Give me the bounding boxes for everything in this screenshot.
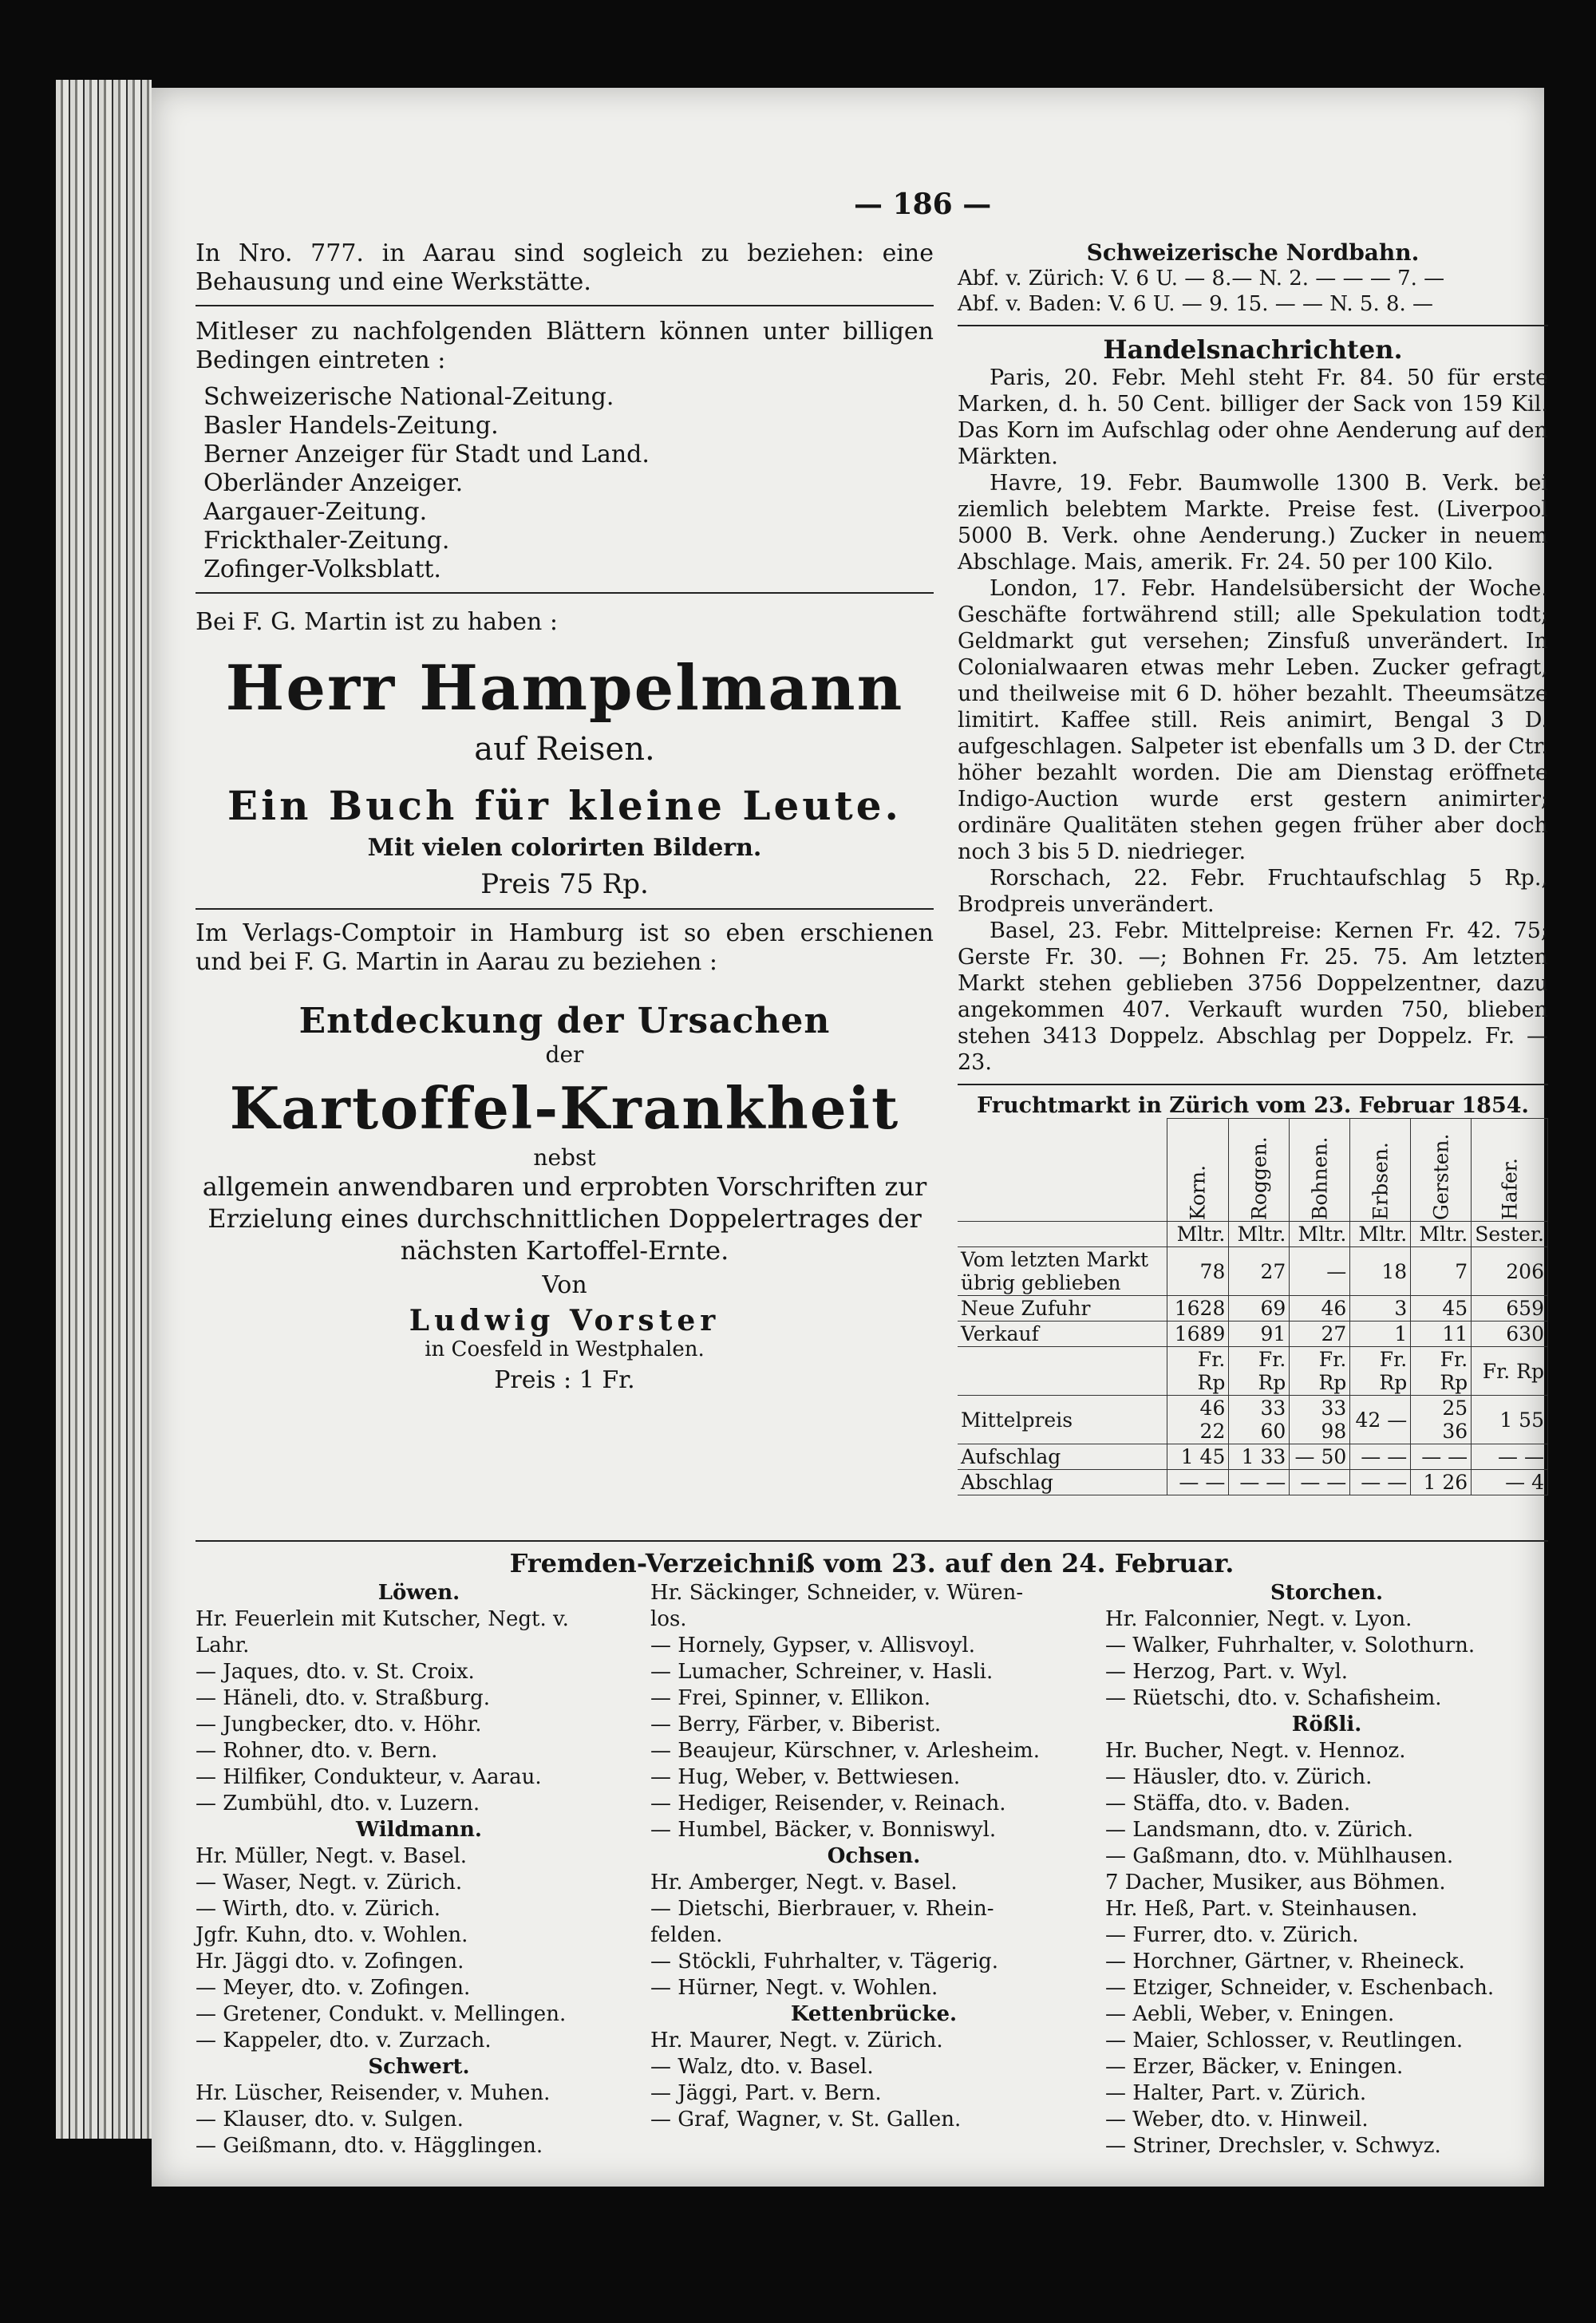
table-cell: 1	[1350, 1322, 1411, 1347]
table-cell: 45	[1411, 1296, 1472, 1322]
right-column	[958, 239, 1548, 1495]
row-label: Neue Zufuhr	[958, 1296, 1167, 1322]
col-head: Bohnen.	[1290, 1119, 1350, 1222]
unit-cell: Mltr.	[1167, 1222, 1229, 1247]
guest-entry: — Häneli, dto. v. Straßburg.	[196, 1686, 490, 1710]
guest-entry: — Erzer, Bäcker, v. Eningen.	[1105, 2055, 1404, 2079]
table-row	[958, 1296, 1548, 1322]
hotel-heading: Storchen.	[1270, 1581, 1384, 1605]
ad1-note: Mit vielen colorirten Bildern.	[367, 834, 762, 862]
table-cell: — —	[1229, 1470, 1290, 1495]
unit-cell: Fr. Rp	[1350, 1347, 1411, 1396]
ad2-body: allgemein anwendbaren und erprobten Vorschriften zur Erzielung eines durchschnittlichen Doppelertrages der nächsten Kartoffel-Ernte.	[202, 1171, 927, 1266]
table-cell: 25 36	[1411, 1396, 1472, 1444]
guest-entry: Hr. Müller, Negt. v. Basel.	[196, 1844, 468, 1868]
unit-row	[958, 1222, 1548, 1247]
table-cell: — —	[1167, 1470, 1229, 1495]
table-row	[958, 1470, 1548, 1495]
paper-name: Aargauer-Zeitung.	[203, 498, 428, 526]
guest-entry: Jgfr. Kuhn, dto. v. Wohlen.	[196, 1923, 468, 1947]
table-cell: — —	[1472, 1444, 1548, 1470]
col-head: Gersten.	[1411, 1119, 1472, 1222]
table-row	[958, 1247, 1548, 1296]
col-head: Hafer.	[1472, 1119, 1548, 1222]
table-cell: — 50	[1290, 1444, 1350, 1470]
ad2-der: der	[545, 1041, 584, 1068]
table-cell: — —	[1290, 1470, 1350, 1495]
left-column	[196, 239, 934, 1394]
guest-entry: — Klauser, dto. v. Sulgen.	[196, 2108, 464, 2131]
ad1-price: Preis 75 Rp.	[480, 868, 649, 900]
table-cell: —	[1290, 1247, 1350, 1296]
table-cell: 659	[1472, 1296, 1548, 1322]
guest-entry: — Etziger, Schneider, v. Eschenbach.	[1105, 1976, 1495, 2000]
ad1-title2: Ein Buch für kleine Leute.	[227, 782, 902, 829]
table-cell: 1 33	[1229, 1444, 1290, 1470]
guest-entry: — Walker, Fuhrhalter, v. Solothurn.	[1105, 1634, 1476, 1657]
paper-name: Frickthaler-Zeitung.	[203, 527, 450, 555]
guest-entry: — Graf, Wagner, v. St. Gallen.	[650, 2108, 962, 2131]
fremden-col-3	[1105, 1580, 1548, 2159]
guest-entry: — Häusler, dto. v. Zürich.	[1105, 1765, 1373, 1789]
table-cell: 630	[1472, 1322, 1548, 1347]
ad2-title1: Entdeckung der Ursachen	[298, 1001, 831, 1041]
guest-entry: — Zumbühl, dto. v. Luzern.	[196, 1792, 480, 1815]
guest-entry: — Gaßmann, dto. v. Mühlhausen.	[1105, 1844, 1454, 1868]
rail-row: Abf. v. Baden: V. 6 U. — 9. 15. — — N. 5. 8. —	[958, 292, 1434, 316]
row-label: Verkauf	[958, 1322, 1167, 1347]
divider	[196, 592, 934, 594]
col-head: Korn.	[1167, 1119, 1229, 1222]
paper-name: Schweizerische National-Zeitung.	[203, 383, 614, 411]
table-cell: 18	[1350, 1247, 1411, 1296]
table-cell: 7	[1411, 1247, 1472, 1296]
guest-entry: — Lumacher, Schreiner, v. Hasli.	[650, 1660, 994, 1684]
guest-entry: — Gretener, Condukt. v. Mellingen.	[196, 2002, 567, 2026]
ad2-price: Preis : 1 Fr.	[494, 1366, 635, 1394]
ad1-intro: Bei F. G. Martin ist zu haben :	[196, 608, 558, 636]
table-cell: 1 26	[1411, 1470, 1472, 1495]
guest-entry: — Waser, Negt. v. Zürich.	[196, 1871, 463, 1894]
guest-entry: — Walz, dto. v. Basel.	[650, 2055, 874, 2079]
row-label: Aufschlag	[958, 1444, 1167, 1470]
divider	[196, 908, 934, 910]
guest-entry: — Geißmann, dto. v. Hägglingen.	[196, 2134, 543, 2158]
guest-entry: — Halter, Part. v. Zürich.	[1105, 2081, 1367, 2105]
guest-entry: — Dietschi, Bierbrauer, v. Rhein-	[650, 1897, 994, 1921]
guest-entry: — Rohner, dto. v. Bern.	[196, 1739, 438, 1763]
table-cell: 206	[1472, 1247, 1548, 1296]
table-cell: 1 45	[1167, 1444, 1229, 1470]
unit-label	[958, 1347, 1167, 1396]
paper-name: Oberländer Anzeiger.	[203, 469, 464, 497]
ad2-title2: Kartoffel-Krankheit	[229, 1074, 900, 1142]
hotel-heading: Löwen.	[377, 1581, 460, 1605]
table-cell: 27	[1290, 1322, 1350, 1347]
corner	[958, 1119, 1167, 1222]
table-cell: 1689	[1167, 1322, 1229, 1347]
paper-name: Berner Anzeiger für Stadt und Land.	[203, 441, 650, 468]
readers-intro: Mitleser zu nachfolgenden Blättern können unter billigen Bedingen eintreten :	[196, 318, 934, 374]
guest-entry: Hr. Maurer, Negt. v. Zürich.	[650, 2029, 943, 2052]
unit-cell: Mltr.	[1411, 1222, 1472, 1247]
table-cell: 1 55	[1472, 1396, 1548, 1444]
unit-cell: Fr. Rp	[1472, 1347, 1548, 1396]
divider	[958, 325, 1548, 326]
hotel-heading: Schwert.	[368, 2055, 470, 2079]
table-cell: — —	[1350, 1470, 1411, 1495]
table-cell: 46 22	[1167, 1396, 1229, 1444]
unit-cell: Mltr.	[1350, 1222, 1411, 1247]
trade-paragraph: London, 17. Febr. Handelsübersicht der Woche. Geschäfte fortwährend still; alle Spekulation todt; Geldmarkt gut versehen; Zinsfuß unverändert. In Colonialwaaren etwas mehr Leben. Zucker gefragt, und theilweise mit 6 D. höher bezahlt. Theeumsätze limitirt. Kaffee still. Reis animirt, Bengal 3 D. aufgeschlagen. Salpeter ist ebenfalls um 3 D. der Ctr. höher bezahlt worden. Die am Dienstag eröffnete Indigo-Auction wurde erst gestern animirter; ordinäre Qualitäten stehen gegen früher aber doch noch 3 bis 5 D. niedrieger.	[958, 576, 1548, 864]
row-label: Vom letzten Markt übrig geblieben	[958, 1247, 1167, 1296]
table-cell: 42 —	[1350, 1396, 1411, 1444]
table-row	[958, 1322, 1548, 1347]
unit-cell: Sester.	[1472, 1222, 1548, 1247]
unit-cell: Fr. Rp	[1229, 1347, 1290, 1396]
guest-entry: — Hürner, Negt. v. Wohlen.	[650, 1976, 938, 2000]
guest-entry: — Jungbecker, dto. v. Höhr.	[196, 1713, 482, 1736]
guest-entry: — Aebli, Weber, v. Eningen.	[1105, 2002, 1395, 2026]
table-row	[958, 1444, 1548, 1470]
market-body	[958, 1222, 1548, 1495]
unit-label	[958, 1222, 1167, 1247]
guest-entry: — Jäggi, Part. v. Bern.	[650, 2081, 882, 2105]
guest-entry: — Horchner, Gärtner, v. Rheineck.	[1105, 1950, 1465, 1973]
paper-name: Zofinger-Volksblatt.	[203, 555, 441, 583]
book-edge	[56, 80, 152, 2139]
hotel-heading: Ochsen.	[827, 1844, 921, 1868]
table-cell: 27	[1229, 1247, 1290, 1296]
page-number: — 186 —	[854, 188, 992, 221]
guest-entry: — Jaques, dto. v. St. Croix.	[196, 1660, 475, 1684]
table-cell: 11	[1411, 1322, 1472, 1347]
guest-entry: — Meyer, dto. v. Zofingen.	[196, 1976, 471, 2000]
guest-entry: Hr. Heß, Part. v. Steinhausen.	[1105, 1897, 1418, 1921]
trade-news	[958, 365, 1548, 1076]
guest-entry: — Weber, dto. v. Hinweil.	[1105, 2108, 1369, 2131]
trade-paragraph: Havre, 19. Febr. Baumwolle 1300 B. Verk. bei ziemlich belebtem Markte. Preise fest. (Liverpool 5000 B. Verk. ohne Aenderung.) Zucker in neuem Abschlage. Mais, amerik. Fr. 24. 50 per 100 Kilo.	[958, 471, 1548, 575]
table-cell: — —	[1411, 1444, 1472, 1470]
ad2-nebst: nebst	[533, 1144, 596, 1171]
guest-entry: — Stäffa, dto. v. Baden.	[1105, 1792, 1351, 1815]
trade-paragraph: Paris, 20. Febr. Mehl steht Fr. 84. 50 für erste Marken, d. h. 50 Cent. billiger der Sack von 159 Kil. Das Korn im Aufschlag oder ohne Aenderung auf den Märkten.	[958, 365, 1548, 469]
guest-entry: — Wirth, dto. v. Zürich.	[196, 1897, 441, 1921]
guest-entry: los.	[650, 1607, 687, 1631]
col-head: Erbsen.	[1350, 1119, 1411, 1222]
rail-row: Abf. v. Zürich: V. 6 U. — 8.— N. 2. — — — 7. —	[958, 267, 1445, 290]
rail-head: Schweizerische Nordbahn.	[1086, 239, 1420, 266]
trade-paragraph: Rorschach, 22. Febr. Fruchtaufschlag 5 Rp., Brodpreis unverändert.	[958, 866, 1548, 917]
ad1-subtitle: auf Reisen.	[474, 731, 655, 768]
hotel-heading: Wildmann.	[356, 1818, 482, 1842]
guest-entry: — Hornely, Gypser, v. Allisvoyl.	[650, 1634, 975, 1657]
hotel-heading: Kettenbrücke.	[790, 2002, 958, 2026]
table-cell: 33 60	[1229, 1396, 1290, 1444]
ad2-place: in Coesfeld in Westphalen.	[425, 1337, 705, 1361]
guest-entry: Hr. Jäggi dto. v. Zofingen.	[196, 1950, 464, 1973]
notice: In Nro. 777. in Aarau sind sogleich zu beziehen: eine Behausung und eine Werkstätte.	[196, 239, 934, 296]
table-cell: 46	[1290, 1296, 1350, 1322]
guest-entry: — Kappeler, dto. v. Zurzach.	[196, 2029, 492, 2052]
unit-cell: Fr. Rp	[1411, 1347, 1472, 1396]
table-cell: 69	[1229, 1296, 1290, 1322]
unit-cell: Fr. Rp	[1290, 1347, 1350, 1396]
ad2-von: Von	[542, 1271, 587, 1299]
guest-entry: Hr. Lüscher, Reisender, v. Muhen.	[196, 2081, 551, 2105]
trade-paragraph: Basel, 23. Febr. Mittelpreise: Kernen Fr. 42. 75; Gerste Fr. 30. —; Bohnen Fr. 25. 75. Am letzten Markt stehen geblieben 3756 Doppelzentner, dazu angekommen 407. Verkauft wurden 750, blieben stehen 3413 Doppelz. Abschlag per Doppelz. Fr. — 23.	[958, 919, 1548, 1075]
market-head: Fruchtmarkt in Zürich vom 23. Februar 1854.	[977, 1093, 1529, 1118]
guest-entry: — Frei, Spinner, v. Ellikon.	[650, 1686, 931, 1710]
col-head: Roggen.	[1229, 1119, 1290, 1222]
row-label: Abschlag	[958, 1470, 1167, 1495]
guest-entry: — Hediger, Reisender, v. Reinach.	[650, 1792, 1006, 1815]
table-cell: 78	[1167, 1247, 1229, 1296]
table-row	[958, 1396, 1548, 1444]
guest-entry: Lahr.	[196, 1634, 250, 1657]
guest-entry: — Maier, Schlosser, v. Reutlingen.	[1105, 2029, 1464, 2052]
guest-entry: Hr. Falconnier, Negt. v. Lyon.	[1105, 1607, 1412, 1631]
table-cell: 3	[1350, 1296, 1411, 1322]
guest-entry: — Beaujeur, Kürschner, v. Arlesheim.	[650, 1739, 1040, 1763]
hotel-heading: Rößli.	[1291, 1713, 1362, 1736]
fremden-col-2	[650, 1580, 1097, 2133]
divider	[196, 305, 934, 306]
table-cell: — —	[1350, 1444, 1411, 1470]
market-table	[958, 1118, 1548, 1495]
guest-entry: — Hilfiker, Condukteur, v. Aarau.	[196, 1765, 542, 1789]
fremden-col-1	[196, 1580, 642, 2159]
paper-name: Basler Handels-Zeitung.	[203, 412, 499, 440]
guest-entry: — Hug, Weber, v. Bettwiesen.	[650, 1765, 961, 1789]
unit-cell: Fr. Rp	[1167, 1347, 1229, 1396]
table-cell: — 4	[1472, 1470, 1548, 1495]
guest-entry: Hr. Säckinger, Schneider, v. Würen-	[650, 1581, 1024, 1605]
table-cell: 1628	[1167, 1296, 1229, 1322]
guest-entry: — Stöckli, Fuhrhalter, v. Tägerig.	[650, 1950, 999, 1973]
fremden-head: Fremden-Verzeichniß vom 23. auf den 24. Februar.	[509, 1548, 1235, 1578]
trade-head: Handelsnachrichten.	[1103, 334, 1403, 365]
guest-entry: — Landsmann, dto. v. Zürich.	[1105, 1818, 1414, 1842]
guest-entry: 7 Dacher, Musiker, aus Böhmen.	[1105, 1871, 1446, 1894]
ad2-author: Ludwig Vorster	[409, 1304, 721, 1337]
guest-entry: — Striner, Drechsler, v. Schwyz.	[1105, 2134, 1441, 2158]
guest-entry: — Furrer, dto. v. Zürich.	[1105, 1923, 1359, 1947]
guest-entry: — Berry, Färber, v. Biberist.	[650, 1713, 942, 1736]
guest-entry: Hr. Feuerlein mit Kutscher, Negt. v.	[196, 1607, 569, 1631]
table-cell: 91	[1229, 1322, 1290, 1347]
unit-row	[958, 1347, 1548, 1396]
papers-list	[196, 383, 934, 584]
divider	[958, 1084, 1548, 1085]
guest-entry: felden.	[650, 1923, 723, 1947]
guest-entry: — Herzog, Part. v. Wyl.	[1105, 1660, 1349, 1684]
market-header-row	[958, 1119, 1548, 1222]
divider	[196, 1540, 1548, 1542]
ad2-intro: Im Verlags-Comptoir in Hamburg ist so eben erschienen und bei F. G. Martin in Aarau zu beziehen :	[196, 919, 934, 976]
unit-cell: Mltr.	[1290, 1222, 1350, 1247]
ad1-title: Herr Hampelmann	[225, 652, 904, 725]
table-cell: 33 98	[1290, 1396, 1350, 1444]
row-label: Mittelpreis	[958, 1396, 1167, 1444]
guest-entry: Hr. Bucher, Negt. v. Hennoz.	[1105, 1739, 1406, 1763]
guest-entry: Hr. Amberger, Negt. v. Basel.	[650, 1871, 958, 1894]
guest-entry: — Rüetschi, dto. v. Schafisheim.	[1105, 1686, 1442, 1710]
unit-cell: Mltr.	[1229, 1222, 1290, 1247]
fremden-section	[196, 1540, 1548, 2158]
guest-entry: — Humbel, Bäcker, v. Bonniswyl.	[650, 1818, 997, 1842]
